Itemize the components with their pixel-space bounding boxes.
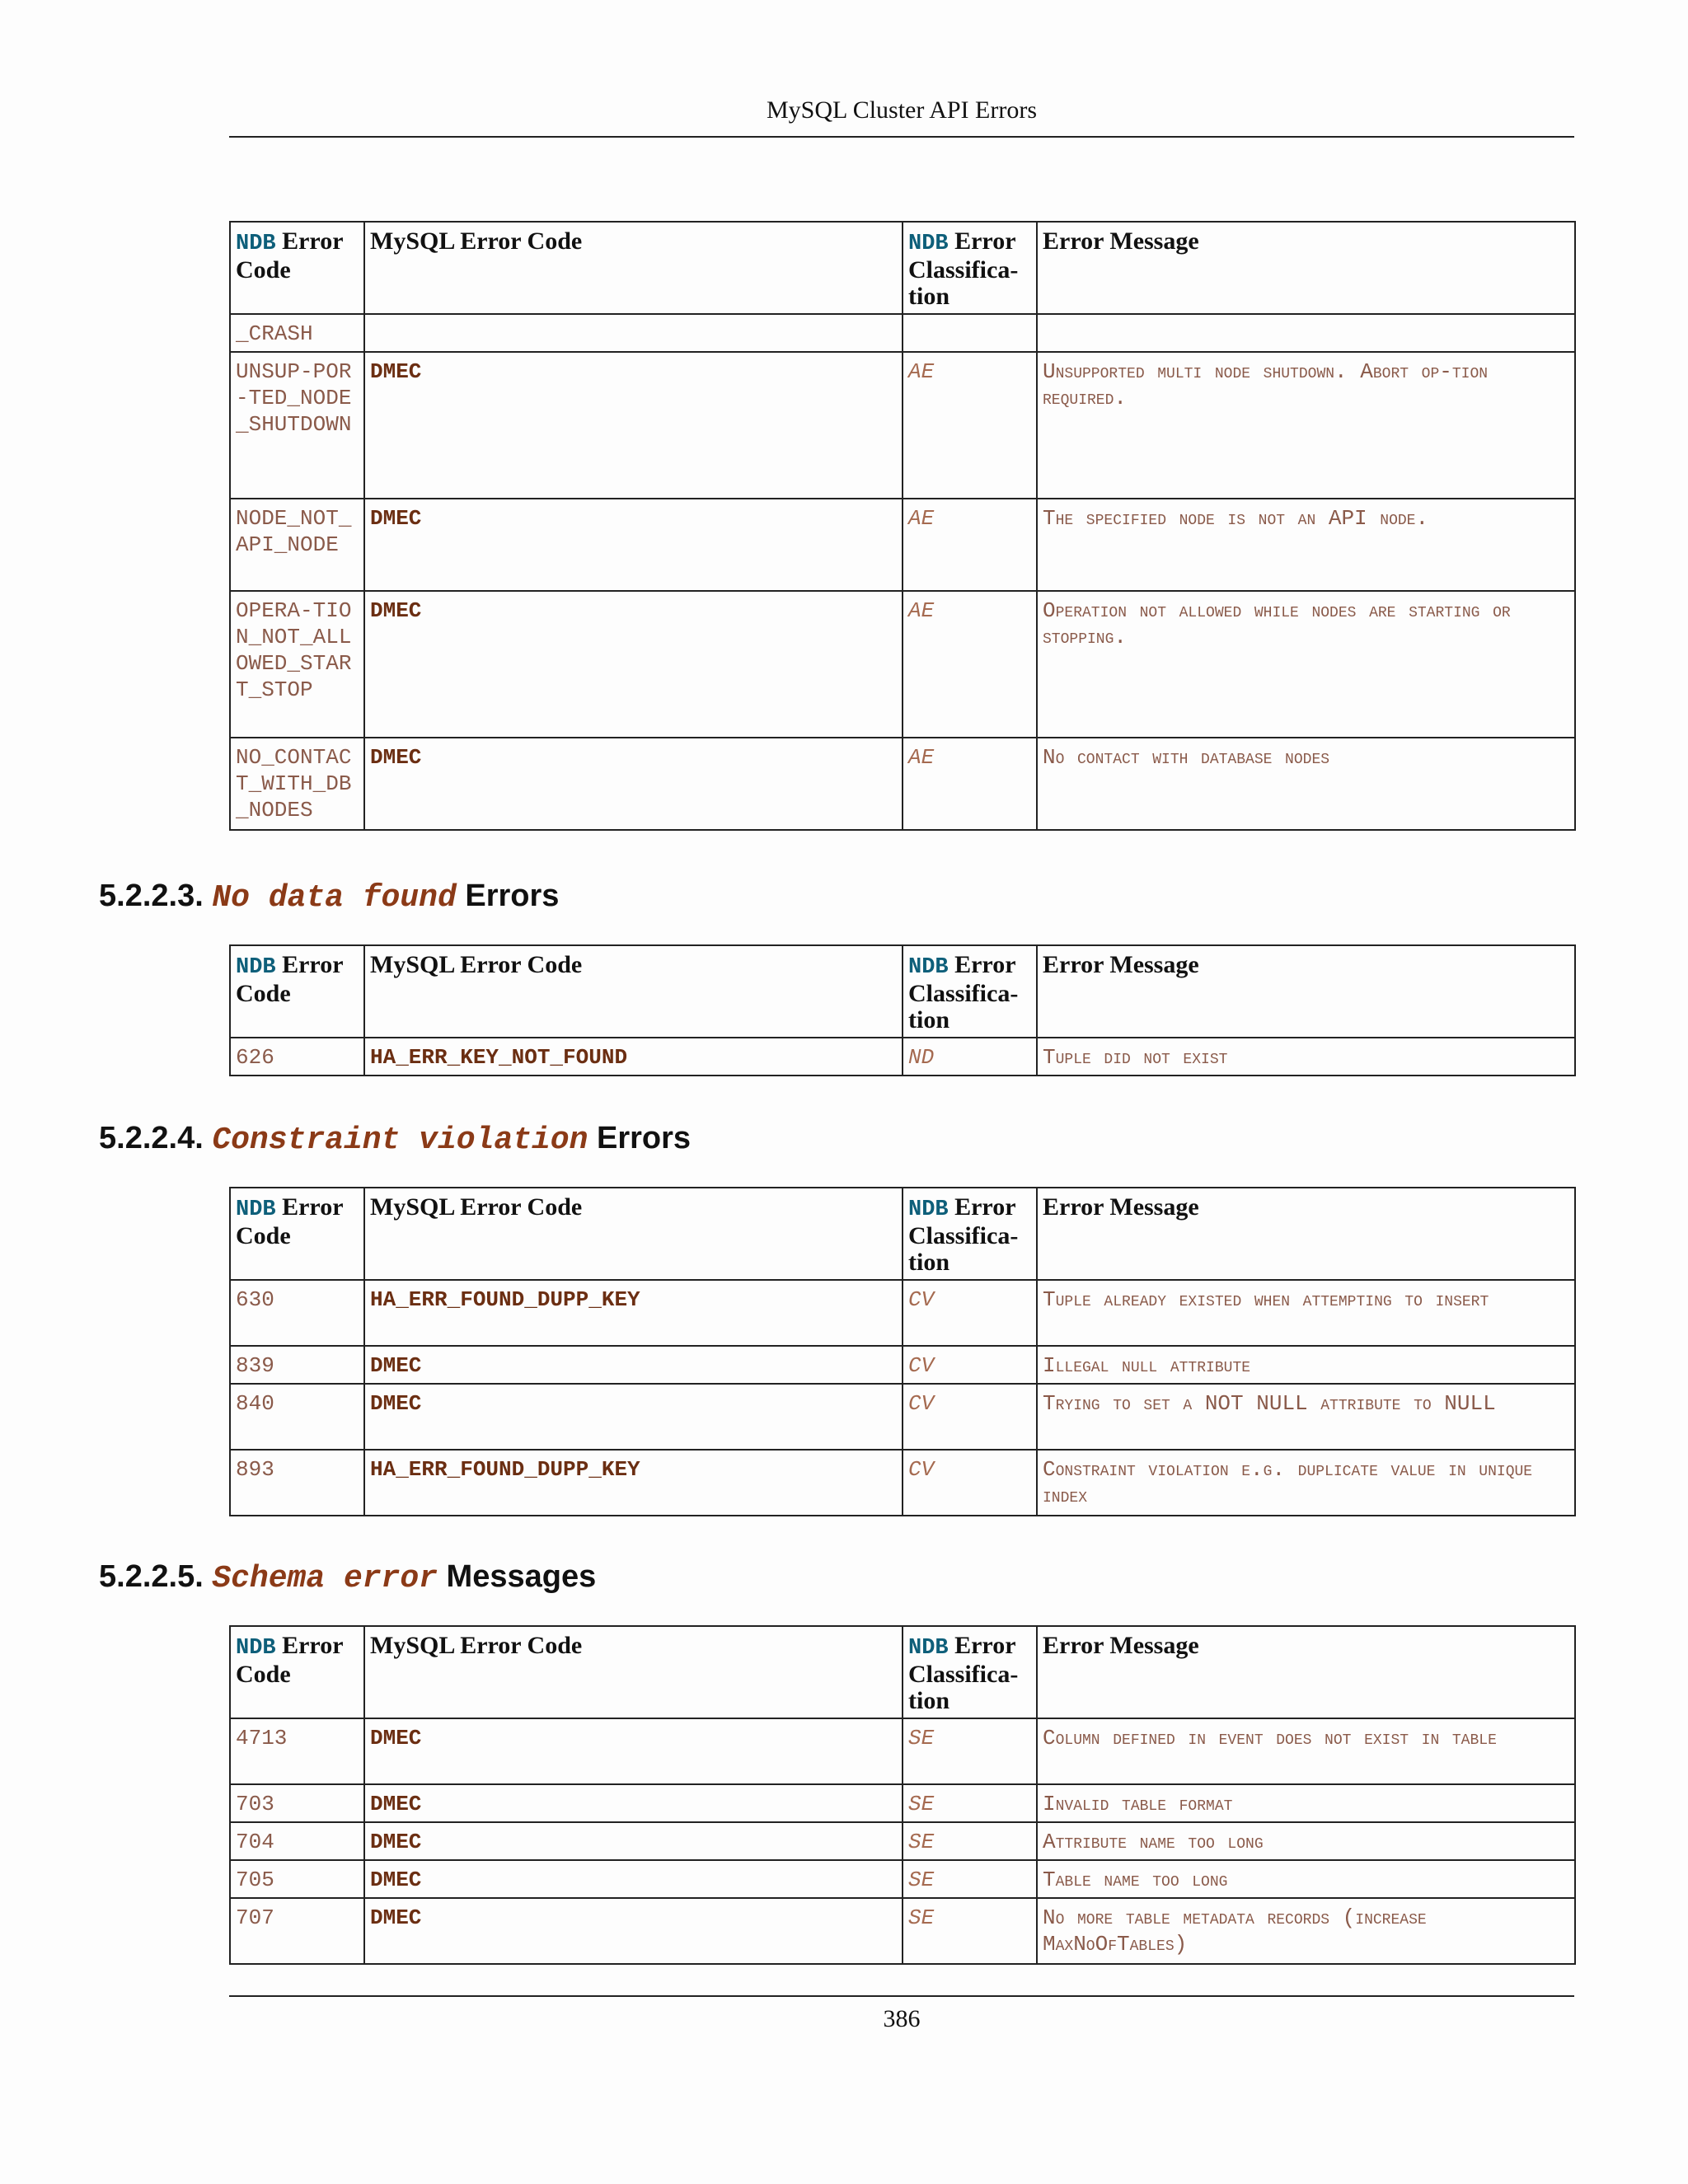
table-row [230, 1718, 1575, 1784]
section-title-constraint-violation: 5.2.2.4. Constraint violation Errors [99, 1121, 692, 1158]
header-ndb-error-classification: NDB Error Classifica-tion [903, 945, 1037, 1038]
error-classification: AE [903, 352, 1037, 499]
header-ndb-error-code: NDB Error Code [230, 945, 364, 1038]
error-message [1037, 314, 1575, 352]
table-header-row [230, 1626, 1575, 1718]
header-ndb-error-code: NDB Error Code [230, 1626, 364, 1718]
error-table-continued [229, 221, 1576, 831]
header-mysql-error-code: MySQL Error Code [364, 1188, 903, 1280]
ndb-error-code: 705 [230, 1860, 364, 1898]
error-message: Unsupported multi node shutdown. Abort op-tion required. [1037, 352, 1575, 499]
mysql-error-code: DMEC [364, 352, 903, 499]
error-message: Tuple did not exist [1037, 1038, 1575, 1076]
table-row [230, 1280, 1575, 1346]
error-classification: CV [903, 1384, 1037, 1450]
ndb-error-code: 630 [230, 1280, 364, 1346]
error-message: Operation not allowed while nodes are starting or stopping. [1037, 591, 1575, 738]
error-classification: SE [903, 1822, 1037, 1860]
ndb-error-code: 4713 [230, 1718, 364, 1784]
error-message: Invalid table format [1037, 1784, 1575, 1822]
mysql-error-code: HA_ERR_FOUND_DUPP_KEY [364, 1280, 903, 1346]
error-classification: ND [903, 1038, 1037, 1076]
error-message: No more table metadata records (increase MaxNoOfTables) [1037, 1898, 1575, 1964]
ndb-error-code: OPERA-TION_NOT_ALLOWED_START_STOP [230, 591, 364, 738]
header-ndb-error-classification: NDB Error Classifica-tion [903, 1188, 1037, 1280]
no-data-found-table [229, 944, 1576, 1076]
error-classification: AE [903, 738, 1037, 830]
mysql-error-code: DMEC [364, 1784, 903, 1822]
page-number: 386 [883, 2005, 921, 2032]
table-row [230, 1822, 1575, 1860]
header-ndb-error-classification: NDB Error Classifica-tion [903, 222, 1037, 314]
error-classification [903, 314, 1037, 352]
table-row [230, 738, 1575, 830]
error-message: Tuple already existed when attempting to insert [1037, 1280, 1575, 1346]
schema-error-table [229, 1625, 1576, 1965]
error-classification: SE [903, 1718, 1037, 1784]
mysql-error-code: HA_ERR_FOUND_DUPP_KEY [364, 1450, 903, 1516]
table-row [230, 591, 1575, 738]
mysql-error-code: DMEC [364, 1384, 903, 1450]
mysql-error-code: DMEC [364, 1860, 903, 1898]
header-ndb-error-classification: NDB Error Classifica-tion [903, 1626, 1037, 1718]
header-mysql-error-code: MySQL Error Code [364, 1626, 903, 1718]
table-row [230, 1860, 1575, 1898]
error-message: No contact with database nodes [1037, 738, 1575, 830]
mysql-error-code: HA_ERR_KEY_NOT_FOUND [364, 1038, 903, 1076]
header-error-message: Error Message [1037, 945, 1575, 1038]
section-title-schema-error: 5.2.2.5. Schema error Messages [99, 1559, 597, 1596]
table-row [230, 1384, 1575, 1450]
error-classification: CV [903, 1280, 1037, 1346]
error-classification: CV [903, 1346, 1037, 1384]
table-row [230, 1346, 1575, 1384]
header-mysql-error-code: MySQL Error Code [364, 222, 903, 314]
error-message: Illegal null attribute [1037, 1346, 1575, 1384]
header-ndb-error-code: NDB Error Code [230, 1188, 364, 1280]
mysql-error-code [364, 314, 903, 352]
error-message: Column defined in event does not exist in table [1037, 1718, 1575, 1784]
table-row [230, 1038, 1575, 1076]
ndb-error-code: 626 [230, 1038, 364, 1076]
ndb-error-code: 839 [230, 1346, 364, 1384]
table-header-row [230, 1188, 1575, 1280]
table-header-row [230, 945, 1575, 1038]
ndb-error-code: 704 [230, 1822, 364, 1860]
mysql-error-code: DMEC [364, 738, 903, 830]
constraint-violation-table [229, 1187, 1576, 1516]
table-row [230, 499, 1575, 591]
ndb-error-code: UNSUP-POR-TED_NODE_SHUTDOWN [230, 352, 364, 499]
table-row [230, 1898, 1575, 1964]
error-classification: SE [903, 1860, 1037, 1898]
ndb-error-code: 893 [230, 1450, 364, 1516]
error-classification: SE [903, 1784, 1037, 1822]
header-error-message: Error Message [1037, 222, 1575, 314]
section-title-no-data-found: 5.2.2.3. No data found Errors [99, 879, 560, 916]
footer-rule [229, 1995, 1574, 1997]
table-row [230, 1784, 1575, 1822]
error-message: Attribute name too long [1037, 1822, 1575, 1860]
table-header-row [230, 222, 1575, 314]
error-message: The specified node is not an API node. [1037, 499, 1575, 591]
error-classification: SE [903, 1898, 1037, 1964]
error-classification: CV [903, 1450, 1037, 1516]
ndb-error-code: 703 [230, 1784, 364, 1822]
header-error-message: Error Message [1037, 1188, 1575, 1280]
table-row [230, 1450, 1575, 1516]
error-classification: AE [903, 591, 1037, 738]
mysql-error-code: DMEC [364, 1822, 903, 1860]
table-row [230, 352, 1575, 499]
header-ndb-error-code: NDB Error Code [230, 222, 364, 314]
mysql-error-code: DMEC [364, 591, 903, 738]
mysql-error-code: DMEC [364, 1718, 903, 1784]
header-mysql-error-code: MySQL Error Code [364, 945, 903, 1038]
mysql-error-code: DMEC [364, 499, 903, 591]
error-message: Constraint violation e.g. duplicate value in unique index [1037, 1450, 1575, 1516]
ndb-error-code: 707 [230, 1898, 364, 1964]
table-row [230, 314, 1575, 352]
ndb-error-code: _CRASH [230, 314, 364, 352]
header-rule [229, 136, 1574, 138]
error-message: Trying to set a NOT NULL attribute to NULL [1037, 1384, 1575, 1450]
mysql-error-code: DMEC [364, 1898, 903, 1964]
header-error-message: Error Message [1037, 1626, 1575, 1718]
ndb-error-code: 840 [230, 1384, 364, 1450]
ndb-error-code: NO_CONTACT_WITH_DB_NODES [230, 738, 364, 830]
error-classification: AE [903, 499, 1037, 591]
mysql-error-code: DMEC [364, 1346, 903, 1384]
error-message: Table name too long [1037, 1860, 1575, 1898]
page-header-title: MySQL Cluster API Errors [766, 96, 1038, 124]
ndb-error-code: NODE_NOT_API_NODE [230, 499, 364, 591]
